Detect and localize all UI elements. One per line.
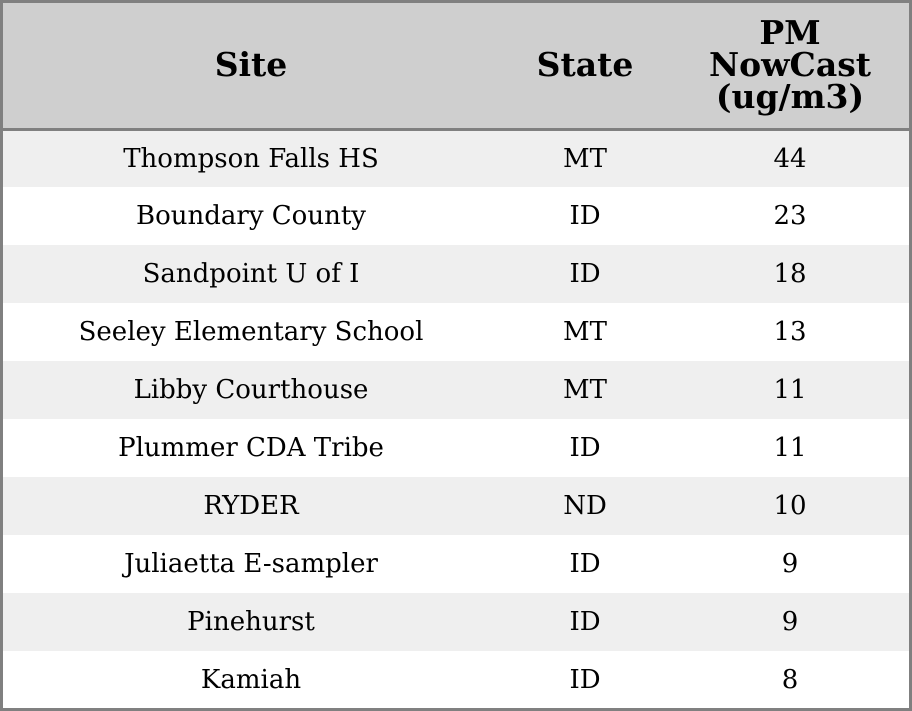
cell-site: Pinehurst — [187, 607, 315, 637]
header-pm-line2: NowCast — [708, 45, 872, 85]
header-pm-nowcast — [671, 3, 909, 129]
table-row — [3, 593, 909, 651]
cell-state: ID — [569, 549, 601, 579]
table-row — [3, 419, 909, 477]
cell-state: MT — [563, 375, 607, 405]
cell-site: RYDER — [203, 491, 299, 521]
cell-pm: 9 — [781, 549, 799, 579]
cell-site: Seeley Elementary School — [78, 317, 424, 347]
header-pm-line1: PM — [759, 13, 821, 53]
cell-state: MT — [563, 317, 607, 347]
cell-pm: 11 — [773, 433, 807, 463]
table-row — [3, 361, 909, 419]
table-row — [3, 129, 909, 187]
cell-site: Plummer CDA Tribe — [118, 433, 384, 463]
cell-state: ID — [569, 259, 601, 289]
table-body — [3, 129, 909, 708]
cell-site: Thompson Falls HS — [123, 143, 379, 174]
table-row — [3, 303, 909, 361]
cell-state: ID — [569, 664, 601, 695]
cell-state: ND — [563, 491, 607, 521]
header-pm-line3: (ug/m3) — [715, 77, 865, 117]
cell-pm: 9 — [781, 607, 799, 637]
cell-site: Boundary County — [136, 201, 366, 231]
cell-pm: 18 — [773, 259, 807, 289]
cell-state: MT — [563, 143, 607, 174]
pm-nowcast-table — [3, 3, 909, 708]
cell-site: Libby Courthouse — [133, 375, 369, 405]
cell-pm: 11 — [773, 375, 807, 405]
cell-pm: 23 — [773, 201, 807, 231]
cell-pm: 13 — [773, 317, 807, 347]
cell-state: ID — [569, 201, 601, 231]
table-header — [3, 3, 909, 129]
cell-pm: 10 — [773, 491, 807, 521]
cell-pm: 8 — [781, 664, 799, 695]
table-row — [3, 535, 909, 593]
table-row — [3, 187, 909, 245]
cell-site: Juliaetta E-sampler — [124, 549, 378, 579]
table-row — [3, 651, 909, 708]
cell-site: Kamiah — [200, 664, 302, 695]
cell-site: Sandpoint U of I — [142, 259, 360, 289]
header-state: State — [499, 3, 671, 129]
header-site: Site — [3, 3, 499, 129]
header-row — [3, 3, 909, 129]
table-row — [3, 477, 909, 535]
cell-pm: 44 — [773, 143, 807, 174]
table-row — [3, 245, 909, 303]
cell-state: ID — [569, 433, 601, 463]
cell-state: ID — [569, 607, 601, 637]
